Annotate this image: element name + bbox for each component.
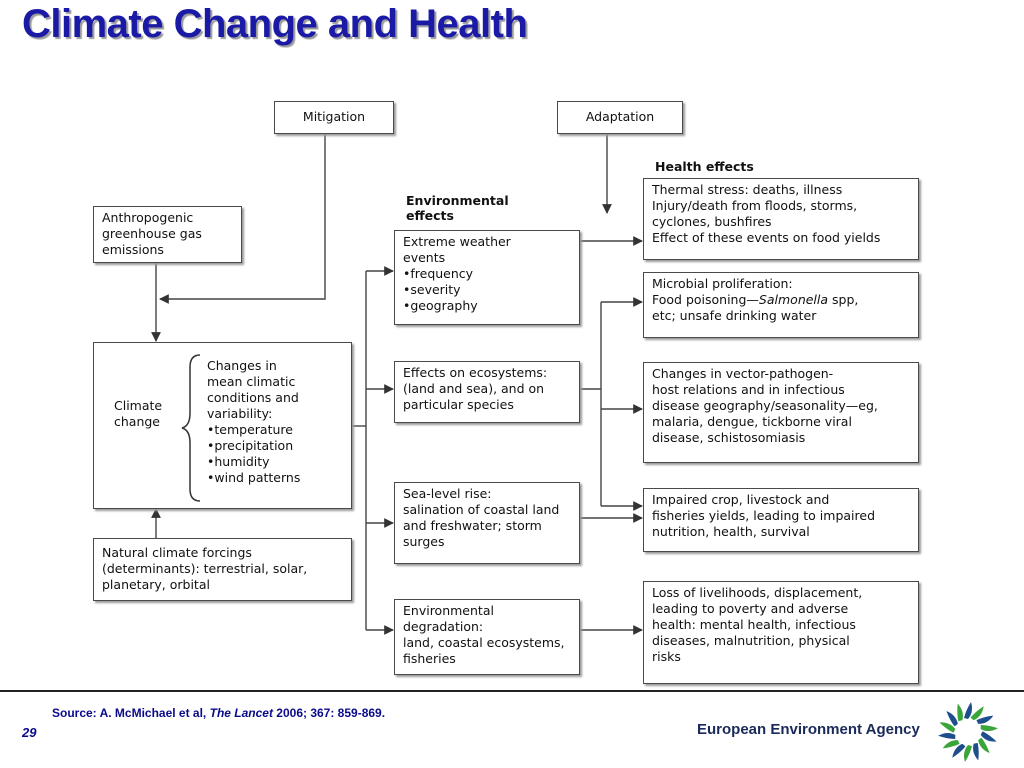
microbial-line-2-post: spp, [828,292,859,307]
thermal-stress-line-3: cyclones, bushfires [652,214,772,229]
thermal-stress-line-2: Injury/death from floods, storms, [652,198,858,213]
livelihoods-line-2: leading to poverty and adverse [652,601,849,616]
natural-forcings-line-3: planetary, orbital [102,577,210,592]
microbial-line-2-pre: Food poisoning— [652,292,759,307]
sea-level-rise-box [394,482,580,564]
crop-line-3: nutrition, health, survival [652,524,810,539]
vector-pathogen-box [643,362,919,463]
vector-line-2: host relations and in infectious [652,382,845,397]
microbial-proliferation-box [643,272,919,338]
degradation-line-1: Environmental [403,603,494,618]
ecosystems-line-1: Effects on ecosystems: [403,365,548,380]
crop-line-2: fisheries yields, leading to impaired [652,508,876,523]
sea-level-line-4: surges [403,534,445,549]
loss-of-livelihoods-box [643,581,919,684]
source-citation [52,706,385,720]
impaired-crop-box [643,488,919,552]
livelihoods-line-4: diseases, malnutrition, physical [652,633,850,648]
changes-line-4: variability: [207,406,273,421]
crop-line-1: Impaired crop, livestock and [652,492,830,507]
anthropogenic-line-2: greenhouse gas [102,226,202,241]
sea-level-line-2: salination of coastal land [403,502,560,517]
changes-line-6: •precipitation [207,438,294,453]
extreme-weather-line-2: events [403,250,446,265]
climate-change-line-2: change [114,414,161,429]
environmental-effects-header-line-1: Environmental [406,193,509,208]
footer-divider [0,690,1024,692]
microbial-line-2 [652,292,910,308]
degradation-line-2: degradation: [403,619,484,634]
slide-title: Climate Change and Health [22,2,528,46]
thermal-stress-line-4: Effect of these events on food yields [652,230,881,245]
extreme-weather-line-5: •geography [403,298,478,313]
ecosystems-line-2: (land and sea), and on [403,381,545,396]
eea-logo-icon [934,700,1002,764]
changes-line-3: conditions and [207,390,299,405]
health-effects-header-text: Health effects [655,159,754,174]
anthropogenic-line-3: emissions [102,242,164,257]
environmental-degradation-box [394,599,580,675]
vector-line-4: malaria, dengue, tickborne viral [652,414,852,429]
changes-line-8: •wind patterns [207,470,301,485]
environmental-effects-header [406,193,509,223]
vector-line-3: disease geography/seasonality—eg, [652,398,878,413]
natural-forcings-box [93,538,352,601]
page-number: 29 [22,725,37,740]
brace-icon [180,353,204,503]
changes-line-2: mean climatic [207,374,296,389]
sea-level-line-3: and freshwater; storm [403,518,542,533]
mitigation-label: Mitigation [302,109,366,124]
natural-forcings-line-1: Natural climate forcings [102,545,252,560]
anthropogenic-emissions-box [93,206,242,263]
extreme-weather-box [394,230,580,325]
agency-name: European Environment Agency [697,721,920,738]
ecosystems-box [394,361,580,423]
source-pre: Source: A. McMichael et al, [52,706,210,720]
ecosystems-line-3: particular species [403,397,514,412]
adaptation-label: Adaptation [585,109,655,124]
microbial-line-1: Microbial proliferation: [652,276,793,291]
livelihoods-line-5: risks [652,649,681,664]
anthropogenic-line-1: Anthropogenic [102,210,194,225]
vector-line-1: Changes in vector-pathogen- [652,366,834,381]
sea-level-line-1: Sea-level rise: [403,486,492,501]
livelihoods-line-3: health: mental health, infectious [652,617,856,632]
source-journal: The Lancet [209,706,273,720]
thermal-stress-line-1: Thermal stress: deaths, illness [652,182,843,197]
health-effects-header [655,159,754,174]
degradation-line-3: land, coastal ecosystems, [403,635,565,650]
microbial-line-3: etc; unsafe drinking water [652,308,817,323]
adaptation-box [557,101,683,134]
mitigation-box [274,101,394,134]
extreme-weather-line-1: Extreme weather [403,234,511,249]
microbial-line-2-italic: Salmonella [758,292,829,307]
extreme-weather-line-4: •severity [403,282,461,297]
thermal-stress-box [643,178,919,260]
changes-line-1: Changes in [207,358,277,373]
vector-line-5: disease, schistosomiasis [652,430,806,445]
degradation-line-4: fisheries [403,651,456,666]
environmental-effects-header-line-2: effects [406,208,454,223]
livelihoods-line-1: Loss of livelihoods, displacement, [652,585,863,600]
changes-line-7: •humidity [207,454,270,469]
extreme-weather-line-3: •frequency [403,266,474,281]
climate-change-line-1: Climate [114,398,163,413]
climate-change-box [93,342,352,509]
source-post: 2006; 367: 859-869. [272,706,386,720]
changes-line-5: •temperature [207,422,293,437]
natural-forcings-line-2: (determinants): terrestrial, solar, [102,561,308,576]
